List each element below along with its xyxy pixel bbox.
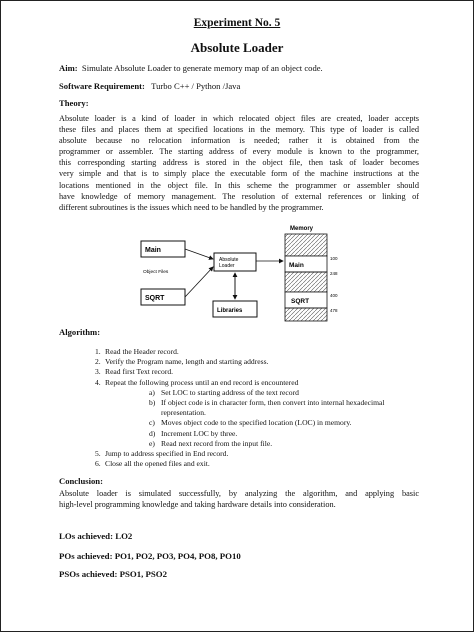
pos-text: PO1, PO2, PO3, PO4, PO8, PO10 — [114, 551, 241, 561]
software-line — [59, 81, 415, 92]
algorithm-step — [59, 347, 419, 357]
algorithm-substep — [59, 418, 419, 428]
memory-sqrt-label: SQRT — [291, 298, 310, 305]
sqrt-file-label: SQRT — [145, 295, 165, 302]
step-text: Verify the Program name, length and starting address. — [105, 357, 269, 367]
loader-label-line1: Absolute — [219, 257, 239, 263]
algorithm-step — [59, 449, 419, 459]
conclusion-paragraph — [59, 488, 419, 510]
memory-bottom-hatched — [285, 308, 327, 321]
substep-text: representation. — [161, 408, 206, 418]
experiment-title: Experiment No. 5 — [193, 17, 281, 29]
los-text: LO2 — [115, 531, 133, 541]
algorithm-step — [59, 367, 419, 377]
memory-main-label: Main — [289, 262, 304, 269]
los-label: LOs achieved: — [59, 531, 114, 541]
step-number: 3. — [95, 367, 101, 377]
step-text: Jump to address specified in End record. — [105, 449, 229, 459]
step-number: 2. — [95, 357, 101, 367]
theory-heading: Theory: — [59, 98, 89, 108]
absolute-loader-diagram — [135, 223, 365, 323]
conclusion-heading: Conclusion: — [59, 476, 103, 486]
substep-text: If object code is in character form, then convert into internal hexadecimal — [161, 398, 385, 408]
theory-line: have knowledge of memory management. The resolution of external references or linking of — [59, 191, 419, 201]
theory-line: absolute because no relocation information is needed; rather it is obtained from the — [59, 136, 419, 146]
algorithm-steps — [59, 347, 419, 469]
memory-label: Memory — [290, 226, 314, 232]
step-text: Repeat the following process until an end record is encountered — [105, 377, 299, 387]
pos-line — [59, 551, 415, 562]
step-number: 6. — [95, 459, 101, 469]
address-100: 100 — [330, 256, 338, 261]
memory-top-hatched — [285, 234, 327, 256]
aim-label: Aim: — [59, 63, 78, 73]
psos-line — [59, 569, 415, 580]
theory-line: very simple and that is to simply place the executable form of the machine instructions at the — [59, 169, 419, 179]
address-400: 400 — [330, 293, 338, 298]
theory-line: locations mentioned in the object file. In this scheme the programmer or assembler should — [59, 180, 419, 190]
theory-paragraph — [59, 113, 419, 213]
substep-label: a) — [149, 387, 155, 397]
arrow-sqrt-to-loader — [185, 267, 213, 297]
conclusion-line: high-level programming knowledge and taking hardware details into consideration. — [59, 500, 336, 509]
theory-line: this corresponding starting address is stored in the object file, then task of loader becomes — [59, 158, 419, 168]
psos-label: PSOs achieved: — [59, 569, 118, 579]
software-text: Turbo C++ / Python /Java — [151, 81, 241, 91]
step-number: 5. — [95, 449, 101, 459]
algorithm-heading: Algorithm: — [59, 327, 101, 337]
theory-line: Absolute loader is a kind of loader in which relocated object files are created, loader accepts — [59, 114, 419, 123]
substep-text: Moves object code to the specified location (LOC) in memory. — [161, 418, 352, 428]
theory-line: these files and places them at specified locations in the memory. This type of loader is called — [59, 125, 419, 135]
step-text: Close all the opened files and exit. — [105, 459, 210, 469]
step-text: Read the Header record. — [105, 347, 179, 356]
memory-middle-hatched — [285, 272, 327, 292]
address-478: 478 — [330, 308, 338, 313]
substep-label: c) — [149, 418, 155, 428]
arrow-main-to-loader — [185, 249, 213, 259]
substep-label: b) — [149, 398, 156, 408]
step-text: Read first Text record. — [105, 367, 174, 377]
algorithm-substep — [59, 439, 419, 449]
algorithm-substep — [59, 429, 419, 439]
algorithm-step — [59, 459, 419, 469]
substep-text: Set LOC to starting address of the text record — [161, 387, 299, 397]
loader-label-line2: Loader — [219, 263, 235, 269]
experiment-heading: Absolute Loader — [190, 40, 284, 55]
conclusion-line: Absolute loader is simulated successfully, by analyzing the algorithm, and applying basic — [59, 489, 419, 498]
algorithm-step — [59, 357, 419, 367]
psos-text: PSO1, PSO2 — [119, 569, 168, 579]
main-file-label: Main — [145, 247, 161, 254]
substep-text: Read next record from the input file. — [161, 438, 273, 448]
software-label: Software Requirement: — [59, 81, 145, 91]
libraries-label: Libraries — [217, 308, 243, 314]
algorithm-substep — [59, 408, 419, 418]
aim-text: Simulate Absolute Loader to generate memory map of an object code. — [81, 63, 323, 73]
aim-line — [59, 63, 415, 74]
algorithm-substep — [59, 388, 419, 398]
pos-label: POs achieved: — [59, 551, 113, 561]
algorithm-step — [59, 378, 419, 388]
step-number: 4. — [95, 377, 101, 387]
substep-label: e) — [149, 438, 155, 448]
substep-label: d) — [149, 428, 156, 438]
object-files-label: Object Files — [143, 270, 169, 275]
address-248: 248 — [330, 271, 338, 276]
substep-text: Increment LOC by three. — [161, 428, 238, 438]
theory-line: programmer or assembler. The starting address of every module is known to the programmer, — [59, 147, 419, 157]
step-number: 1. — [95, 347, 101, 356]
theory-line: different subroutines is the issues which need to be handled by the programmer. — [59, 202, 324, 212]
algorithm-substep — [59, 398, 419, 408]
los-line — [59, 531, 415, 542]
